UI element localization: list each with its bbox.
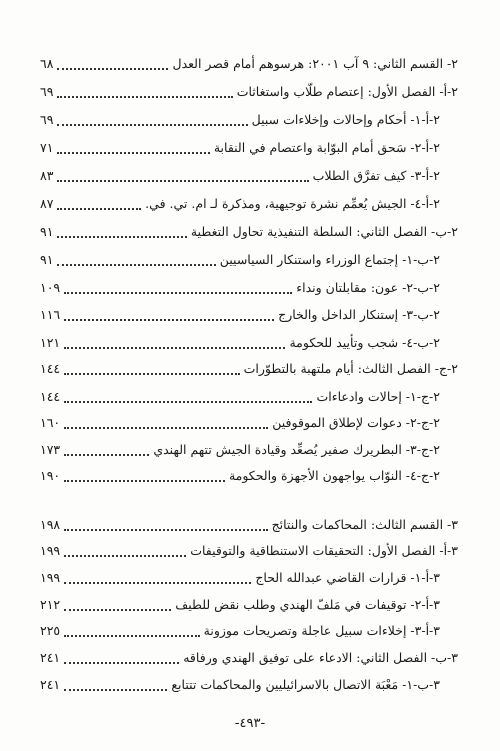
toc-entry-title: ٣-أ- الفصل الأول: التحقيقات الاستنطاقية والتوقيفات [190, 543, 458, 558]
toc-entry [40, 357, 458, 381]
toc-entry-title: ٢-ب-٤- شجب وتأييد للحكومة [289, 335, 440, 350]
toc-entry-page: ٩١ [40, 224, 54, 239]
toc-entry-title: ٢-ج-١- إحالات وادعاءات [316, 389, 440, 404]
toc-entry-title: ٢-أ-٢- سَحق أمام البوّابة واعتصام في النقابة [213, 140, 440, 155]
toc-entry-page: ١١٦ [40, 307, 61, 322]
toc-entry-title: ٢-ج- الفصل الثالث: أيام ملتهبة بالتطوّرات [243, 361, 458, 376]
toc-entry [40, 164, 458, 188]
toc-entry [40, 464, 458, 488]
dot-leader [64, 479, 225, 482]
dot-leader [64, 453, 149, 456]
toc-entry-title: ٢-ج-٢- دعوات لإطلاق الموقوفين [272, 415, 440, 430]
toc-entry-page: ١٢١ [40, 335, 61, 350]
dot-leader [64, 608, 171, 611]
toc-entry [40, 248, 458, 272]
toc-entry [40, 438, 458, 462]
page-number: -٤٩٣- [234, 716, 266, 731]
toc-entry-page: ٢٤١ [40, 650, 61, 665]
toc-entry [40, 619, 458, 643]
toc-entry [40, 331, 458, 355]
toc-entry-page: ١٩٨ [40, 517, 61, 532]
dot-leader [57, 263, 215, 266]
toc-entry [40, 52, 458, 76]
toc-entry-page: ٢١٢ [40, 597, 61, 612]
toc-entry [40, 220, 458, 244]
toc-entry [40, 276, 458, 300]
toc-entry-page: ٨٣ [40, 168, 54, 183]
dot-leader [64, 688, 167, 691]
dot-leader [64, 661, 179, 664]
toc-entry-page: ٩١ [40, 252, 54, 267]
toc-entry-page: ١٩٠ [40, 468, 61, 483]
toc-entry-title: ٣-ب- الفصل الثاني: الادعاء على توفيق الهندي ورفاقه [183, 650, 458, 665]
toc-entry-page: ٧١ [40, 140, 54, 155]
toc-entry-title: ٢-أ- الفصل الأول: إعتصام طلّاب واستغاثات [236, 84, 458, 99]
toc-entry [40, 192, 458, 216]
dot-leader [64, 554, 186, 557]
dot-leader [57, 235, 186, 238]
toc-entry-page: ٦٩ [40, 84, 54, 99]
dot-leader [64, 634, 200, 637]
toc-entry-title: ٣-أ-٣- إخلاءات سبيل عاجلة وتصريحات موزونة [203, 623, 440, 638]
toc-entry-title: ٣-ب-١- مَعْبَة الاتصال بالاسرائيليين والمحاكمات تتتابع [171, 677, 440, 692]
toc-entry [40, 385, 458, 409]
toc-entry-page: ٢٢٥ [40, 623, 61, 638]
toc-entry [40, 566, 458, 590]
toc-entry [40, 673, 458, 697]
toc-entry [40, 108, 458, 132]
toc-entry-page: ١٩٩ [40, 543, 61, 558]
toc-entry-page: ٦٨ [40, 56, 54, 71]
toc-entry-title: ٢-أ-٤- الجيش يُعمِّم نشرة توجيهية، ومذكرة لـ ام. تي. في. [145, 196, 440, 211]
dot-leader [57, 123, 247, 126]
toc-entry-page: ١٩٩ [40, 570, 61, 585]
toc-entry-title: ٣-أ-١- قرارات القاضي عبدالله الحاج [255, 570, 440, 585]
toc-entry-title: ٢- القسم الثاني: ٩ آب ٢٠٠١: هرسوهم أمام قصر العدل [172, 56, 458, 71]
dot-leader [64, 528, 267, 531]
toc-entry [40, 539, 458, 563]
toc-entry-title: ٢-ب-١- إجتماع الوزراء واستنكار السياسيين [219, 252, 440, 267]
toc-entry [40, 513, 458, 537]
dot-leader [64, 581, 251, 584]
toc-entry-title: ٢-ب- الفصل الثاني: السلطة التنفيذية تحاول التغطية [190, 224, 458, 239]
dot-leader [64, 346, 285, 349]
toc-entry [40, 411, 458, 435]
dot-leader [57, 151, 209, 154]
dot-leader [64, 291, 292, 294]
dot-leader [57, 67, 168, 70]
toc-entry-page: ١٦٠ [40, 415, 61, 430]
dot-leader [57, 179, 308, 182]
dot-leader [64, 400, 312, 403]
toc-entry-title: ٢-أ-٣- كيف تفرَّق الطلاب [312, 168, 440, 183]
dot-leader [64, 372, 239, 375]
toc-entry [40, 80, 458, 104]
toc-entry [40, 593, 458, 617]
toc-entry [40, 136, 458, 160]
toc-entry [40, 646, 458, 670]
toc-entry-title: ٢-ب-٢- عون: مقابلتان ونداء [296, 280, 440, 295]
toc-entry-page: ٨٧ [40, 196, 54, 211]
dot-leader [64, 318, 274, 321]
toc-entry-page: ١٠٩ [40, 280, 61, 295]
dot-leader [57, 207, 141, 210]
toc-entry-title: ٢-أ-١- أحكام وإحالات وإخلاءات سبيل [251, 112, 440, 127]
dot-leader [64, 426, 268, 429]
toc-entry-page: ١٤٤ [40, 389, 61, 404]
toc-entry [40, 303, 458, 327]
dot-leader [57, 95, 232, 98]
toc-entry-page: ٦٩ [40, 112, 54, 127]
toc-entry-page: ١٧٣ [40, 442, 61, 457]
toc-entry-title: ٢-ج-٣- البطريرك صفير يُصعِّد وقيادة الجيش تتهم الهندي [153, 442, 440, 457]
toc-entry-page: ١٤٤ [40, 361, 61, 376]
toc-entry-title: ٢-ج-٤- النوّاب يواجهون الأجهزة والحكومة [228, 468, 440, 483]
toc-entry-title: ٣-أ-٢- توقيفات في مَلفّ الهندي وطلب نقض للطيف [175, 597, 440, 612]
toc-entry-page: ٢٤١ [40, 677, 61, 692]
toc-entry-title: ٣- القسم الثالث: المحاكمات والنتائج [271, 517, 458, 532]
toc-entry-title: ٢-ب-٣- إستنكار الداخل والخارج [278, 307, 440, 322]
